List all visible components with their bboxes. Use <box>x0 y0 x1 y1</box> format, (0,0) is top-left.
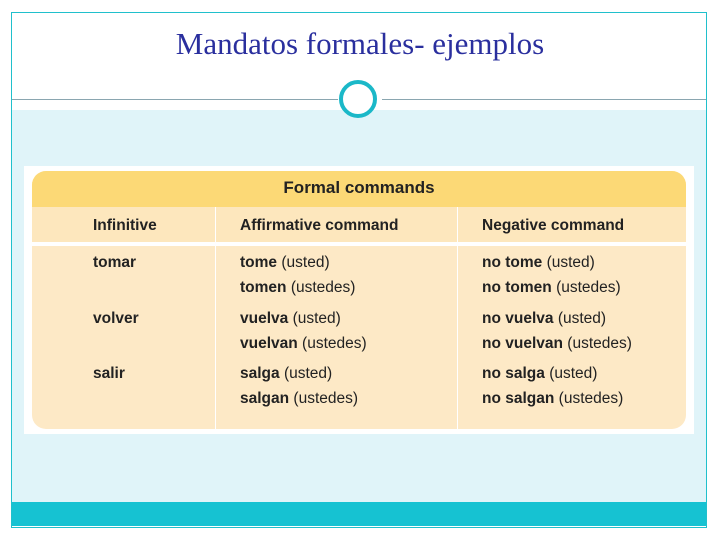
cell-affirmative: vuelvan (ustedes) <box>240 335 367 352</box>
title-divider-right <box>382 99 706 100</box>
cell-negative: no salga (usted) <box>482 365 598 382</box>
divider-circle-ornament <box>339 80 377 118</box>
cell-affirmative: vuelva (usted) <box>240 310 341 327</box>
cell-affirmative: salga (usted) <box>240 365 333 382</box>
cell-negative: no salgan (ustedes) <box>482 390 624 407</box>
table-title-bar <box>32 171 686 207</box>
title-divider-left <box>12 99 338 100</box>
cell-infinitive: salir <box>93 365 125 382</box>
formal-commands-table <box>32 171 686 429</box>
header-separator <box>32 242 686 246</box>
header-negative: Negative command <box>482 217 625 234</box>
header-affirmative: Affirmative command <box>240 217 399 234</box>
cell-infinitive: volver <box>93 310 139 327</box>
column-rule-2 <box>457 207 458 429</box>
cell-affirmative: tomen (ustedes) <box>240 279 356 296</box>
cell-negative: no vuelva (usted) <box>482 310 607 327</box>
cell-infinitive: tomar <box>93 254 137 271</box>
cell-affirmative: salgan (ustedes) <box>240 390 359 407</box>
slide-title: Mandatos formales- ejemplos <box>175 26 545 61</box>
header-infinitive: Infinitive <box>93 217 157 234</box>
cell-negative: no tome (usted) <box>482 254 595 271</box>
cell-negative: no tomen (ustedes) <box>482 279 621 296</box>
bottom-accent-bar <box>12 502 706 526</box>
cell-negative: no vuelvan (ustedes) <box>482 335 632 352</box>
column-rule-1 <box>215 207 216 429</box>
table-title: Formal commands <box>283 178 435 197</box>
table-header-row <box>32 207 686 242</box>
cell-affirmative: tome (usted) <box>240 254 330 271</box>
formal-commands-table-image <box>24 166 694 434</box>
